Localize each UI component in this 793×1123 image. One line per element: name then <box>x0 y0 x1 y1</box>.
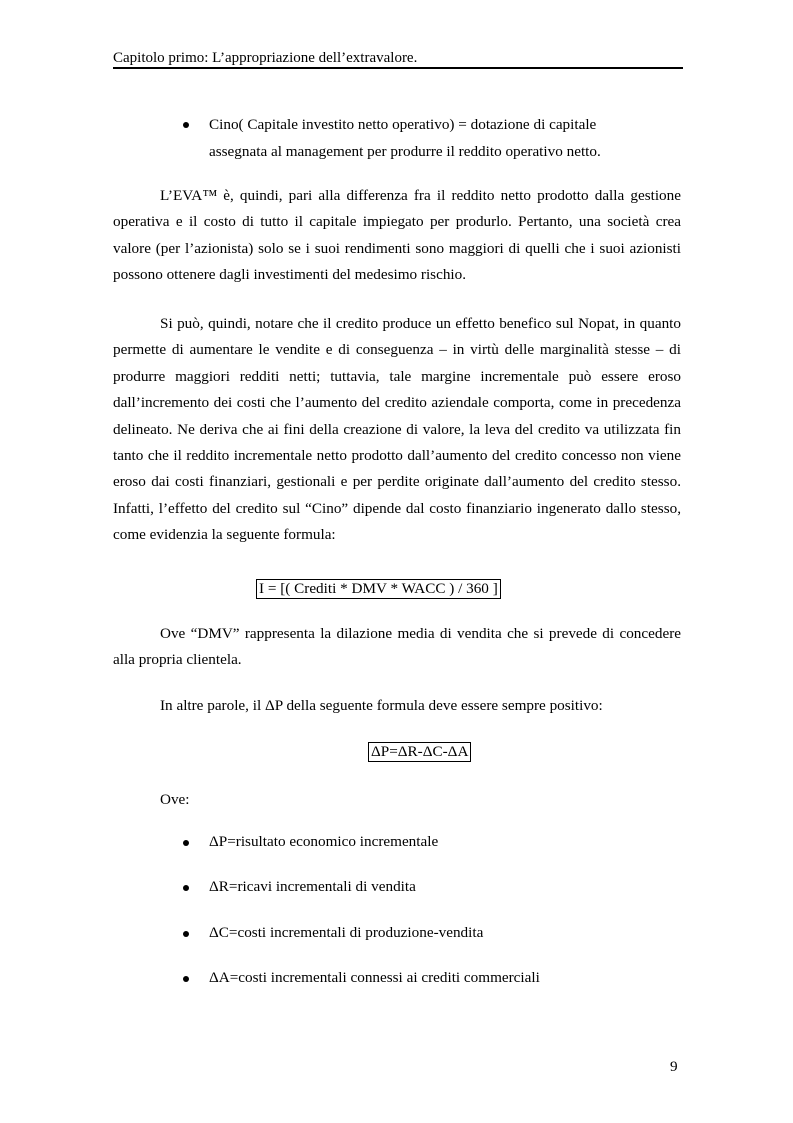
definition-item: ΔA=costi incrementali connessi ai crediti commerciali <box>209 969 540 986</box>
definition-item: ΔP=risultato economico incrementale <box>209 833 439 850</box>
bullet-icon <box>183 931 189 937</box>
bullet-icon <box>183 885 189 891</box>
header-rule <box>113 67 683 69</box>
paragraph-dmv: Ove “DMV” rappresenta la dilazione media di vendita che si prevede di concedere alla propria clientela. <box>113 625 681 669</box>
paragraph-credit-effect: Si può, quindi, notare che il credito produce un effetto benefico sul Nopat, in quanto permette di aumentare le vendite e di conseguenza – in virtù delle marginalità stesse – di produrre maggiori redditi netti; tuttavia, tale margine incrementale può essere eroso dall’incremento dei costi che l’aumento del credito aziendale comporta, come in precedenza delineato. Ne deriva che ai fini della creazione di valore, la leva del credito va utilizzata fin tanto che il reddito incrementale netto prodotto dall’aumento del credito concesso non viene eroso dai costi finanziari, gestionali e per perdite originate dall’aumento del credito stesso. Infatti, l’effetto del credito sul “Cino” dipende dal costo finanziario ingenerato dallo stesso, come evidenzia la seguente formula: <box>113 315 681 544</box>
bullet-icon <box>183 976 189 982</box>
definition-item: ΔR=ricavi incrementali di vendita <box>209 878 416 895</box>
bullet-icon <box>183 122 189 128</box>
paragraph-eva: L’EVA™ è, quindi, pari alla differenza fra il reddito netto prodotto dalla gestione operativa e il costo di tutto il capitale impiegato per produrlo. Pertanto, una società crea valore (per l’azionista) solo se i suoi rendimenti sono maggiori di quelli che i suoi azionisti possono ottenere dagli investimenti del medesimo rischio. <box>113 187 681 284</box>
paragraph-delta-p: In altre parole, il ΔP della seguente formula deve essere sempre positivo: <box>160 697 603 714</box>
page-number: 9 <box>670 1058 678 1075</box>
formula-interest: I = [( Crediti * DMV * WACC ) / 360 ] <box>256 579 501 599</box>
paragraph-ove: Ove: <box>160 791 190 808</box>
bullet-cino-line2: assegnata al management per produrre il reddito operativo netto. <box>209 143 601 160</box>
bullet-icon <box>183 840 189 846</box>
running-header: Capitolo primo: L’appropriazione dell’extravalore. <box>113 50 418 66</box>
formula-delta-p: ΔP=ΔR-ΔC-ΔA <box>368 742 471 762</box>
definition-item: ΔC=costi incrementali di produzione-vendita <box>209 924 484 941</box>
bullet-cino-line1: Cino( Capitale investito netto operativo) = dotazione di capitale <box>209 116 597 133</box>
